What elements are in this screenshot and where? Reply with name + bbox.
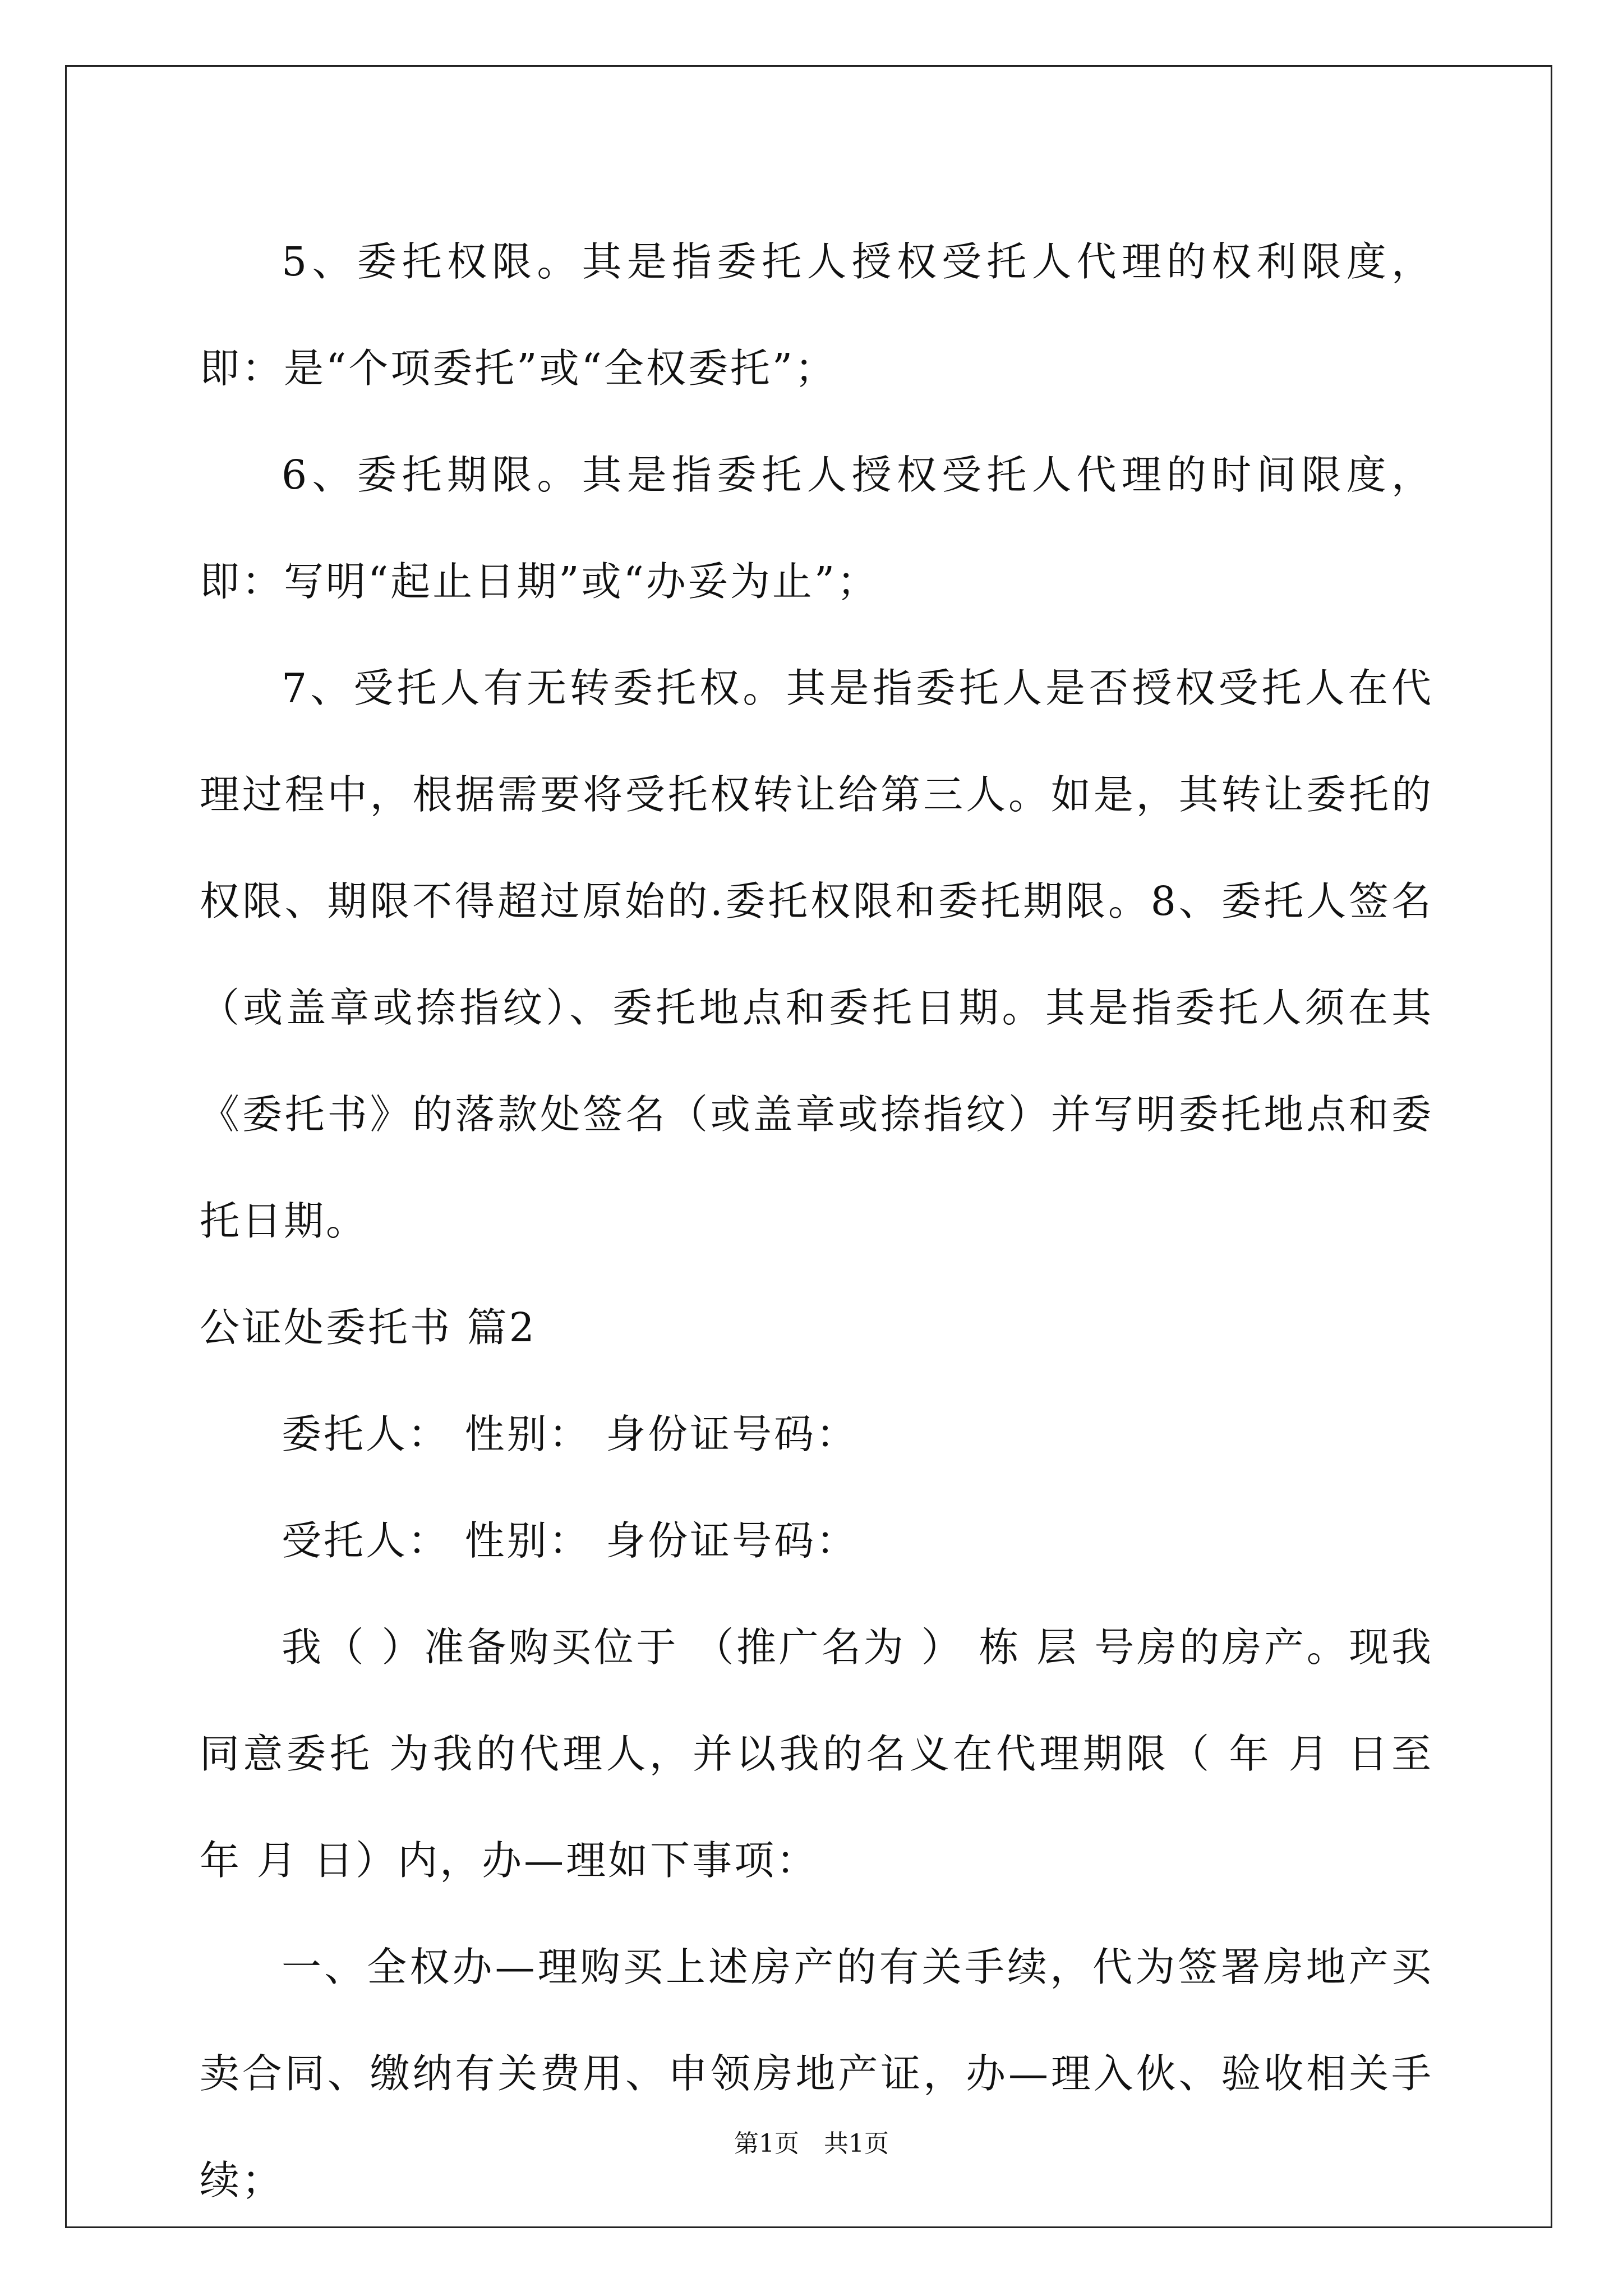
paragraph-item-one: 一、全权办—理购买上述房产的有关手续，代为签署房地产买卖合同、缴纳有关费用、申领房地产证，办—理入伙、验收相关手续；: [200, 1944, 1433, 2203]
page-footer: 第1页 共1页: [734, 2129, 889, 2158]
paragraph-authority-period: 6、委托期限。其是指委托人授权受托人代理的时间限度，即：写明“起止日期”或“办妥为止”；: [200, 452, 1433, 605]
paragraph-purchase-statement: 我（ ）准备购买位于 （推广名为 ） 栋 层 号房的房产。现我同意委托 为我的代理人，并以我的名义在代理期限（ 年 月 日至 年 月 日）内，办—理如下事项：: [200, 1624, 1433, 1884]
paragraph-sub-delegation: 7、受托人有无转委托权。其是指委托人是否授权受托人在代理过程中，根据需要将受托权转让给第三人。如是，其转让委托的权限、期限不得超过原始的.委托权限和委托期限。8、委托人签名（或盖章或捺指纹）、委托地点和委托日期。其是指委托人须在其《委托书》的落款处签名（或盖章或捺指纹）并写明委托地点和委托日期。: [200, 665, 1433, 1244]
document-body: [200, 209, 1433, 2234]
section-heading: 公证处委托书 篇2: [200, 1304, 537, 1351]
paragraph-agent-info: 受托人： 性别： 身份证号码：: [282, 1517, 859, 1564]
paragraph-principal-info: 委托人： 性别： 身份证号码：: [282, 1411, 859, 1457]
paragraph-authority-scope: 5、委托权限。其是指委托人授权受托人代理的权利限度，即：是“个项委托”或“全权委托”；: [200, 238, 1433, 392]
